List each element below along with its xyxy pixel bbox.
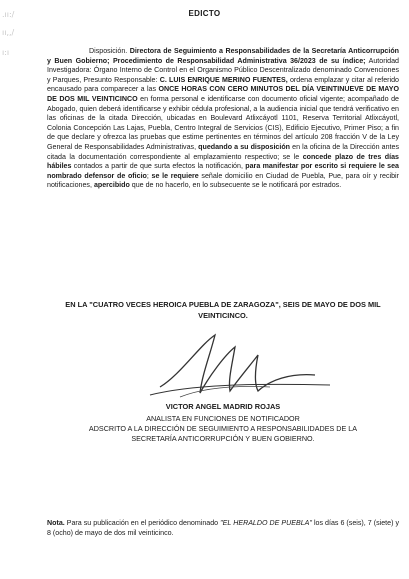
note-label: Nota. <box>47 519 65 527</box>
signer-name: VICTOR ANGEL MADRID ROJAS <box>165 402 281 411</box>
handwritten-signature <box>140 325 340 405</box>
body-text-run: contados a partir de que surta efectos la notificación, <box>71 162 246 171</box>
document-body <box>47 47 399 191</box>
margin-mark: ı:ı <box>2 48 10 57</box>
signer-title-block <box>47 414 399 445</box>
note-text: Para su publicación en el periódico denominado <box>64 519 221 527</box>
body-text-run: en la oficina de la Dirección antes citada la documentación correspondiente al emplazamiento respectivo; se le <box>47 142 399 161</box>
body-bold-run: concede plazo de tres días hábiles <box>47 152 399 171</box>
body-text-run: señale domicilio en Ciudad de Puebla, Pue, para oír y recibir notificaciones, <box>47 171 399 190</box>
body-text-run: en forma personal e identificarse con documento oficial vigente; acompañado de Abogado, quien deberá identificarse y exhibir cédula profesional, a la audiencia inicial que tendrá verificativo en las oficinas de la citada Dirección, ubicadas en Boulevard Atlixcáyotl 1101, Reserva Territorial Atlixcáyotl, Colonia Concepción Las Lajas, Puebla, Centro Integral de Servicios (CIS), Edificio Ejecutivo, Primer Piso; a fin de que declare y ofrezca las pruebas que estime pertinentes en términos del artículo 208 fracción V de la Ley General de Responsabilidades Administrativas, <box>47 94 399 151</box>
body-bold-run: apercibido <box>93 181 130 190</box>
body-bold-run: quedando a su disposición <box>198 142 291 151</box>
body-text-run: ; <box>146 171 152 180</box>
body-bold-run: Directora de Seguimiento a Responsabilidades de la Secretaría Anticorrupción y Buen Gobierno; Procedimiento de Responsabilidad Administrativa 36/2023 de su índice; <box>47 47 399 65</box>
signer-line: SECRETARÍA ANTICORRUPCIÓN Y BUEN GOBIERNO. <box>131 434 315 444</box>
margin-mark: .ıı:/ <box>2 10 15 19</box>
body-text-run: Disposición. <box>89 47 130 55</box>
body-bold-run: para manifestar por escrito si requiere le sea nombrado defensor de oficio <box>47 162 399 180</box>
signer-line: ANALISTA EN FUNCIONES DE NOTIFICADOR <box>146 414 300 423</box>
body-text-run: que de no hacerlo, en lo subsecuente se le notificará por estrados. <box>129 181 342 190</box>
newspaper-name: "EL HERALDO DE PUEBLA" <box>220 519 312 527</box>
note-text: los días 6 (seis), 7 (siete) y 8 (ocho) de mayo de dos mil veinticinco. <box>47 519 400 538</box>
margin-mark: ıı,,/ <box>2 28 15 37</box>
publication-note <box>47 518 399 538</box>
document-title: EDICTO <box>188 9 221 18</box>
closing-statement: EN LA "CUATRO VECES HEROICA PUEBLA DE ZARAGOZA", SEIS DE MAYO DE DOS MIL VEINTICINCO. <box>65 300 381 320</box>
body-text-run: ordena emplazar y citar al referido encausado para comparecer a las <box>47 75 399 94</box>
body-bold-run: C. LUIS ENRIQUE MERINO FUENTES, <box>159 75 288 84</box>
signer-line: ADSCRITO A LA DIRECCIÓN DE SEGUIMIENTO A RESPONSABILIDADES DE LA <box>88 424 358 434</box>
body-bold-run: se le requiere <box>151 171 199 180</box>
body-bold-run: ONCE HORAS CON CERO MINUTOS DEL DÍA VEINTINUEVE DE MAYO DE DOS MIL VEINTICINCO <box>47 85 399 103</box>
body-text-run: Autoridad Investigadora: Órgano Interno de Control en el Organismo Público Descentralizado denominado Convenciones y Parques, Presunto Responsable: <box>47 56 399 84</box>
